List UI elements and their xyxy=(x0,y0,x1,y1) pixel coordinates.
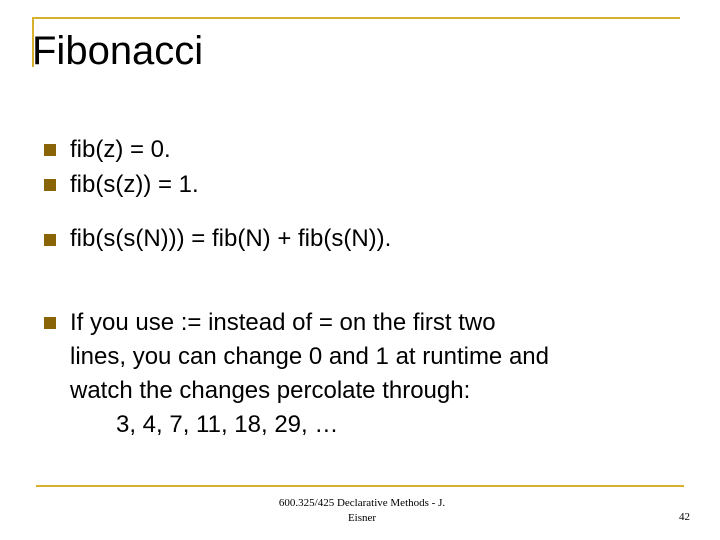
note-line: watch the changes percolate through: xyxy=(70,377,471,404)
slide-title: Fibonacci xyxy=(32,29,204,73)
note-line: If you use := instead of = on the first two xyxy=(70,309,496,336)
bullet-text: fib(s(z)) = 1. xyxy=(70,171,199,198)
page-number: 42 xyxy=(679,511,690,523)
square-bullet-icon xyxy=(44,234,56,246)
note-line: lines, you can change 0 and 1 at runtime and xyxy=(70,343,549,370)
square-bullet-icon xyxy=(44,317,56,329)
note-paragraph xyxy=(70,306,549,442)
top-divider-line xyxy=(32,17,680,19)
bullet-text: fib(z) = 0. xyxy=(70,136,171,163)
square-bullet-icon xyxy=(44,144,56,156)
footer-text xyxy=(236,496,488,526)
bullet-text: fib(s(s(N))) = fib(N) + fib(s(N)). xyxy=(70,225,392,252)
footer-line: Eisner xyxy=(347,512,377,524)
footer-line: 600.325/425 Declarative Methods - J. xyxy=(278,497,446,509)
footer-divider-line xyxy=(36,485,684,487)
square-bullet-icon xyxy=(44,179,56,191)
sequence-line: 3, 4, 7, 11, 18, 29, … xyxy=(116,411,339,438)
